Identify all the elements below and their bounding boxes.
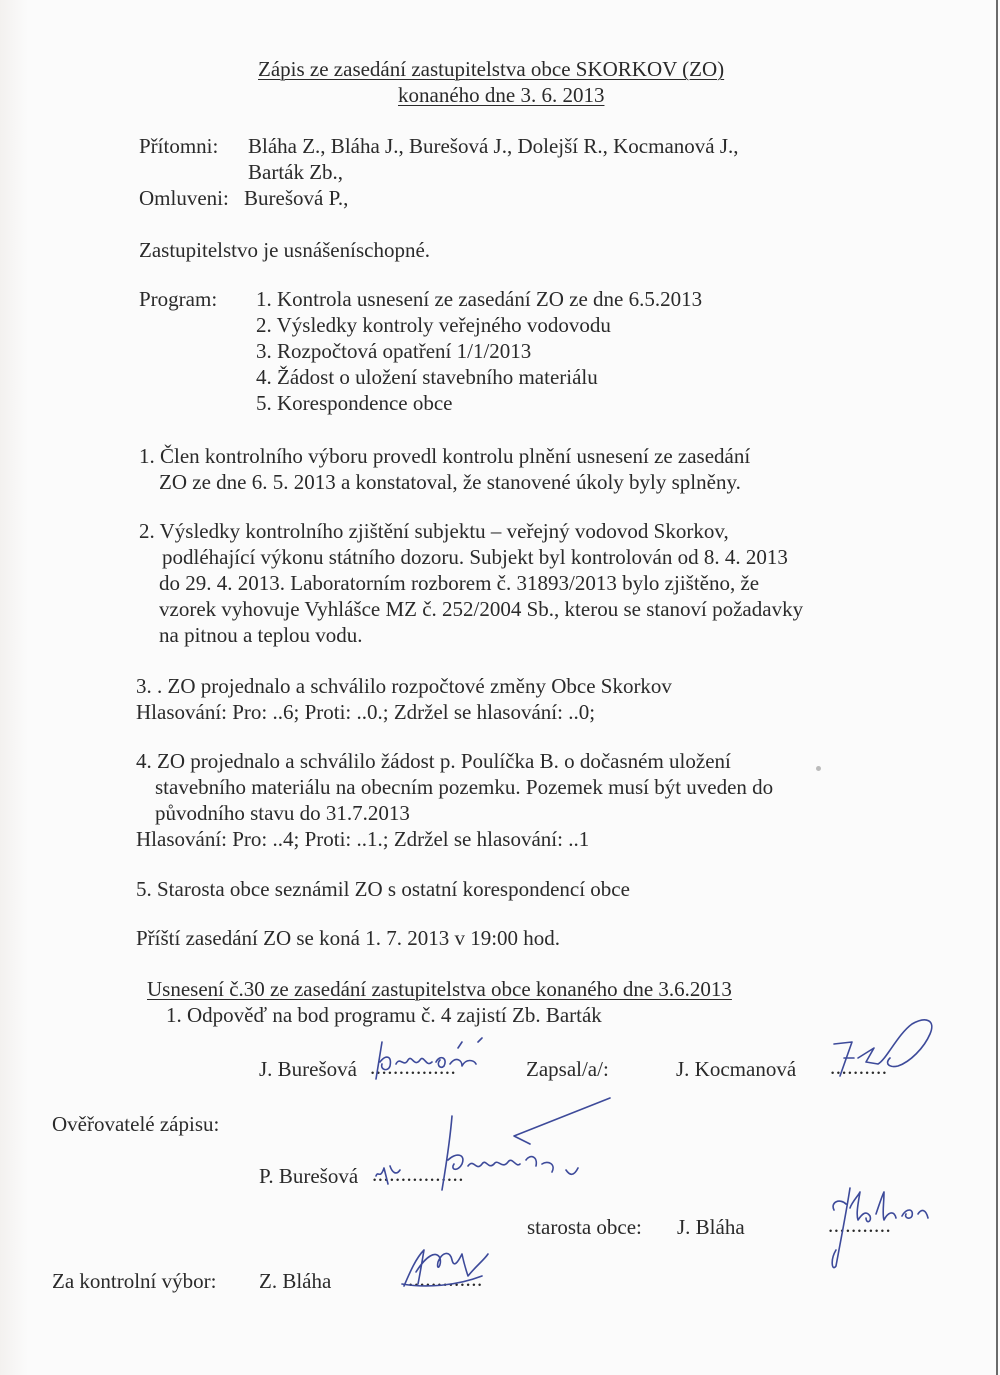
scan-edge-line — [996, 0, 998, 1375]
verifier1-signature — [366, 1034, 506, 1084]
program-item: 2. Výsledky kontroly veřejného vodovodu — [256, 313, 611, 337]
present-list-line2: Barták Zb., — [248, 160, 344, 184]
control-committee-label: Za kontrolní výbor: — [52, 1269, 217, 1293]
item4-line: stavebního materiálu na obecním pozemku. Pozemek musí být uveden do — [155, 775, 774, 799]
verifier1-name: J. Burešová — [259, 1057, 357, 1081]
mayor-name: J. Bláha — [677, 1215, 745, 1239]
excused-value: Burešová P., — [244, 186, 349, 210]
item3-vote: Hlasování: Pro: ..6; Proti: ..0.; Zdržel se hlasování: ..0; — [136, 700, 596, 724]
next-meeting: Příští zasedání ZO se koná 1. 7. 2013 v 19:00 hod. — [136, 926, 561, 950]
item2-line: na pitnou a teplou vodu. — [159, 623, 363, 647]
program-label: Program: — [139, 287, 218, 311]
control-committee-name: Z. Bláha — [259, 1269, 332, 1293]
item4-vote: Hlasování: Pro: ..4; Proti: ..1.; Zdržel se hlasování: ..1 — [136, 827, 590, 851]
quorum-statement: Zastupitelstvo je usnášeníschopné. — [139, 238, 431, 262]
document-title: Zápis ze zasedání zastupitelstva obce SKORKOV (ZO) — [258, 57, 725, 81]
program-item: 4. Žádost o uložení stavebního materiálu — [256, 365, 598, 389]
present-list-line1: Bláha Z., Bláha J., Burešová J., Dolejší R., Kocmanová J., — [248, 134, 739, 158]
verifier2-signature-line: ................ — [372, 1162, 464, 1186]
document-subtitle-date: konaného dne 3. 6. 2013 — [398, 83, 605, 107]
verifier2-signature — [370, 1110, 600, 1192]
scan-speck — [816, 766, 821, 771]
control-signature-line: ............. — [408, 1267, 483, 1291]
verifier1-signature-line: ............... — [370, 1055, 457, 1079]
resolution-item: 1. Odpověď na bod programu č. 4 zajistí Zb. Barták — [166, 1003, 602, 1027]
recorder-signature-line: .......... — [830, 1055, 888, 1079]
item1-line: ZO ze dne 6. 5. 2013 a konstatoval, že stanovené úkoly byly splněny. — [159, 470, 741, 494]
mayor-signature-line: ........... — [828, 1213, 892, 1237]
item1-line: 1. Člen kontrolního výboru provedl kontrolu plnění usnesení ze zasedání — [139, 444, 751, 468]
recorder-signature — [826, 1014, 946, 1094]
item4-line: původního stavu do 31.7.2013 — [155, 801, 410, 825]
resolution-title: Usnesení č.30 ze zasedání zastupitelstva obce konaného dne 3.6.2013 — [147, 977, 732, 1001]
program-item: 1. Kontrola usnesení ze zasedání ZO ze dne 6.5.2013 — [256, 287, 703, 311]
recorder-name: J. Kocmanová — [676, 1057, 797, 1081]
item2-line: 2. Výsledky kontrolního zjištění subjektu – veřejný vodovod Skorkov, — [139, 519, 729, 543]
program-item: 3. Rozpočtová opatření 1/1/2013 — [256, 339, 532, 363]
item2-line: do 29. 4. 2013. Laboratorním rozborem č. 31893/2013 bylo zjištěno, že — [159, 571, 760, 595]
item3-text: 3. . ZO projednalo a schválilo rozpočtové změny Obce Skorkov — [136, 674, 672, 698]
verifier2-name: P. Burešová — [259, 1164, 359, 1188]
present-label: Přítomni: — [139, 134, 219, 158]
item4-line: 4. ZO projednalo a schválilo žádost p. Poulíčka B. o dočasném uložení — [136, 749, 731, 773]
recorder-label: Zapsal/a/: — [526, 1057, 609, 1081]
verifiers-label: Ověřovatelé zápisu: — [52, 1112, 220, 1136]
scan-shadow — [0, 0, 28, 1375]
mayor-label: starosta obce: — [527, 1215, 642, 1239]
program-item: 5. Korespondence obce — [256, 391, 453, 415]
item2-line: vzorek vyhovuje Vyhlášce MZ č. 252/2004 Sb., kterou se stanoví požadavky — [159, 597, 804, 621]
control-signature — [396, 1236, 506, 1292]
item2-line: podléhající výkonu státního dozoru. Subjekt byl kontrolován od 8. 4. 2013 — [162, 545, 788, 569]
mayor-signature — [810, 1184, 940, 1274]
item5-text: 5. Starosta obce seznámil ZO s ostatní korespondencí obce — [136, 877, 630, 901]
excused-label: Omluveni: — [139, 186, 229, 210]
